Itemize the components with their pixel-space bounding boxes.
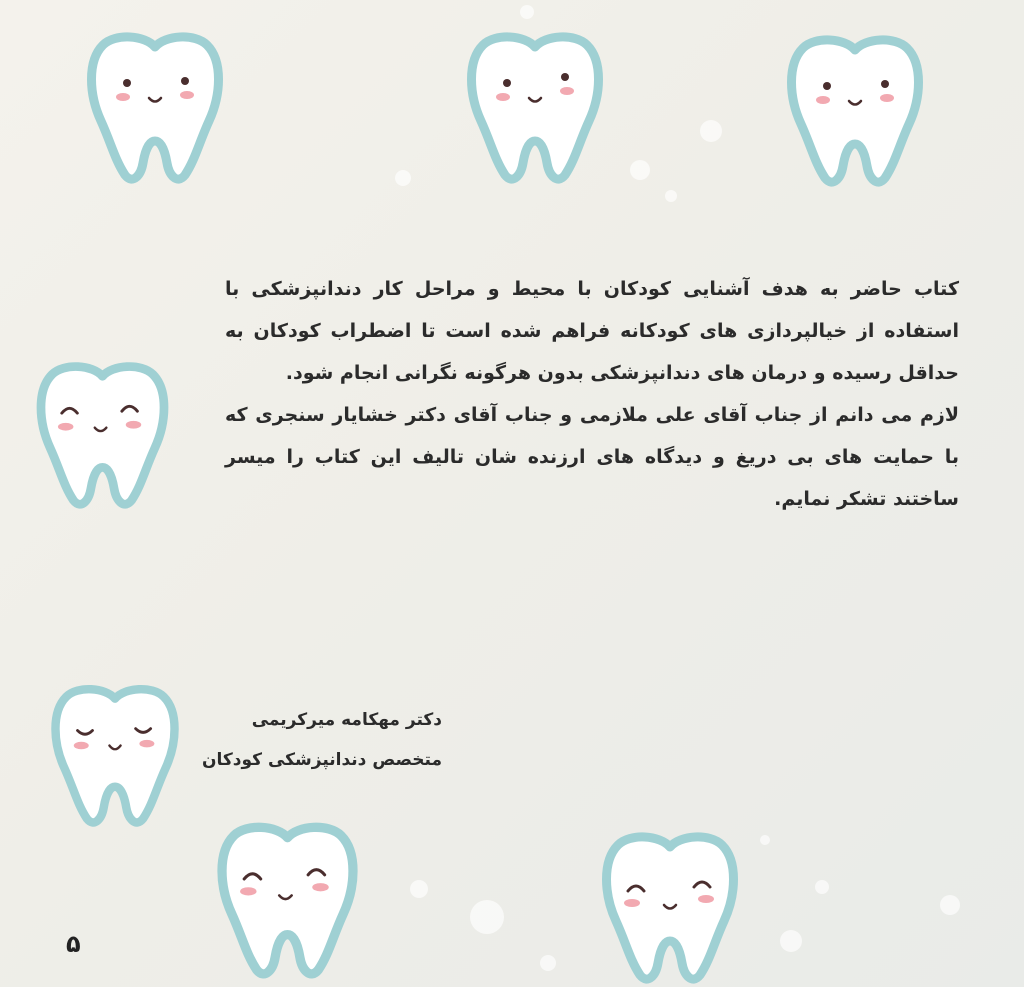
- tooth-icon: [590, 825, 750, 985]
- body-paragraph: کتاب حاضر به هدف آشنایی کودکان با محیط و مراحل کار دندانپزشکی با استفاده از خیالپردازی های کودکانه فراهم شده است تا اضطراب کودکان به حداقل رسیده و درمان های دندانپزشکی بدون هرگونه نگرانی انجام شود.: [225, 278, 959, 384]
- sparkle-dot: [395, 170, 411, 186]
- tooth-icon: [75, 25, 235, 185]
- author-signature: [201, 700, 442, 780]
- tooth-icon: [40, 678, 190, 828]
- sparkle-dot: [780, 930, 802, 952]
- author-title: متخصص دندانپزشکی کودکان: [201, 750, 442, 770]
- tooth-icon: [455, 25, 615, 185]
- sparkle-dot: [520, 5, 534, 19]
- sparkle-dot: [760, 835, 770, 845]
- sparkle-dot: [700, 120, 722, 142]
- tooth-icon: [25, 355, 180, 510]
- sparkle-dot: [940, 895, 960, 915]
- sparkle-dot: [665, 190, 677, 202]
- author-name: دکتر مهکامه میرکریمی: [251, 710, 442, 730]
- tooth-icon: [205, 815, 370, 980]
- body-paragraph: لازم می دانم از جناب آقای علی ملازمی و جناب آقای دکتر خشایار سنجری که با حمایت های بی دریغ و دیدگاه های ارزنده شان تالیف این کتاب را میسر ساختند تشکر نمایم.: [225, 404, 959, 510]
- sparkle-dot: [540, 955, 556, 971]
- body-text: [225, 268, 959, 520]
- page-number: ۵: [66, 930, 81, 958]
- sparkle-dot: [470, 900, 504, 934]
- sparkle-dot: [410, 880, 428, 898]
- tooth-icon: [775, 28, 935, 188]
- sparkle-dot: [630, 160, 650, 180]
- sparkle-dot: [815, 880, 829, 894]
